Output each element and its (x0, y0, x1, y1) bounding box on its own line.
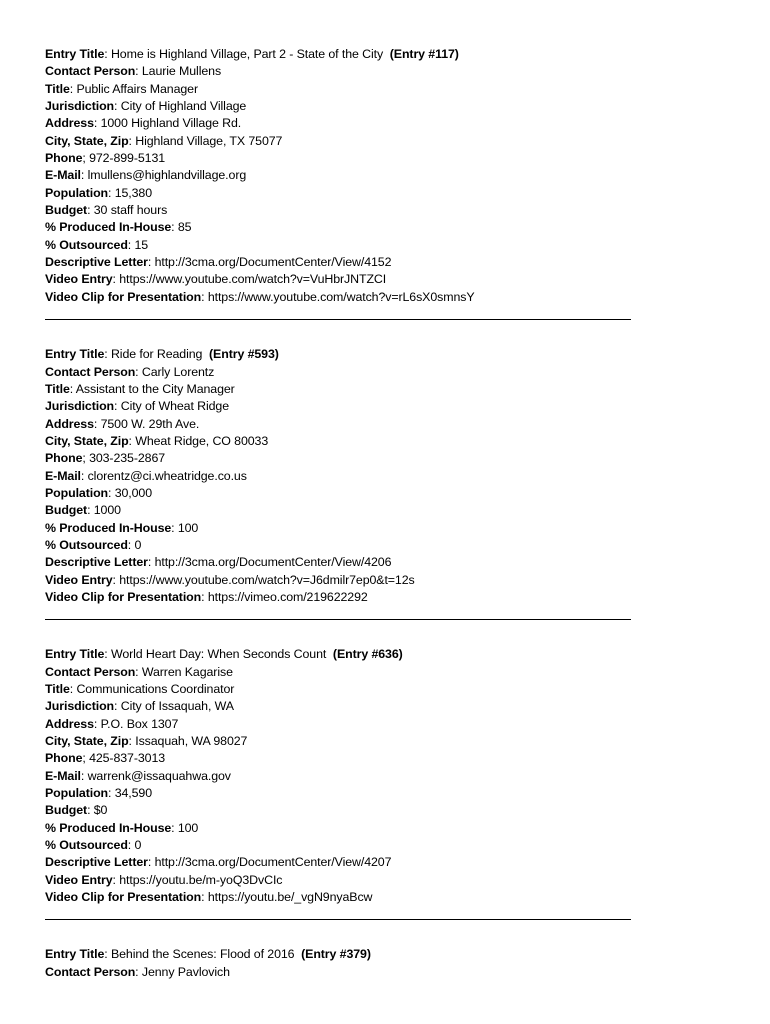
field-line (45, 433, 635, 450)
field-separator: : (128, 433, 136, 448)
field-line (45, 346, 635, 363)
field-line (45, 520, 635, 537)
field-line (45, 98, 635, 115)
entry-number-badge: (Entry #636) (332, 647, 403, 662)
field-separator: : (108, 485, 115, 500)
field-separator: : (114, 399, 121, 414)
field-label: % Produced In-House (45, 820, 172, 835)
field-label: Descriptive Letter (45, 855, 148, 870)
field-label: % Outsourced (45, 237, 128, 252)
field-separator: : (128, 133, 136, 148)
field-value: https://www.youtube.com/watch?v=rL6sX0smnsY (207, 289, 475, 304)
entry-number-badge: (Entry #379) (301, 947, 371, 962)
field-separator: : (201, 289, 208, 304)
field-value: City of Issaquah, WA (120, 699, 234, 714)
field-value: 34,590 (114, 786, 153, 801)
field-separator: : (135, 64, 142, 79)
field-separator: : (127, 537, 135, 552)
field-line (45, 450, 635, 467)
field-label: Population (45, 185, 109, 200)
field-value: 425-837-3013 (89, 751, 166, 766)
field-separator: : (171, 220, 178, 235)
field-line (45, 785, 635, 802)
field-separator: : (93, 116, 101, 131)
field-label: Video Clip for Presentation (45, 289, 202, 304)
field-label: Population (45, 786, 109, 801)
field-line (45, 271, 635, 288)
field-separator: : (135, 964, 142, 979)
field-separator: ; (82, 451, 90, 466)
field-value: Home is Highland Village, Part 2 - State of the City (110, 47, 384, 61)
field-line (45, 502, 635, 519)
field-value: 15 (134, 237, 149, 252)
field-line (45, 81, 635, 98)
field-separator: : (135, 664, 142, 679)
field-separator: : (201, 890, 208, 905)
field-separator: : (80, 768, 88, 783)
field-separator: : (87, 503, 94, 518)
section-divider (45, 919, 631, 920)
field-line (45, 133, 635, 150)
field-line (45, 416, 635, 433)
section-divider (45, 619, 631, 620)
field-separator: : (112, 872, 120, 887)
field-value: 972-899-5131 (89, 151, 166, 166)
field-value: https://www.youtube.com/watch?v=J6dmilr7ep0&t=12s (119, 572, 415, 587)
field-separator: : (135, 364, 142, 379)
field-label: Phone (45, 751, 83, 766)
field-value: 30 staff hours (93, 203, 168, 218)
field-line (45, 802, 635, 819)
field-label: Title (45, 682, 70, 696)
field-label: Contact Person (45, 964, 136, 979)
field-value: Issaquah, WA 98027 (135, 734, 248, 749)
section-divider (45, 319, 631, 320)
field-label: E-Mail (45, 168, 81, 183)
field-line (45, 185, 635, 202)
document-body (45, 46, 635, 981)
field-label: Video Clip for Presentation (45, 589, 202, 604)
field-separator: : (108, 185, 115, 200)
field-label: Budget (45, 203, 88, 218)
entry-section (45, 946, 635, 981)
field-label: Jurisdiction (45, 99, 115, 114)
field-value: 0 (134, 838, 142, 853)
field-label: Jurisdiction (45, 399, 115, 414)
field-separator: : (69, 682, 77, 696)
field-line (45, 572, 635, 589)
field-separator: : (171, 520, 178, 535)
field-separator: : (104, 947, 111, 962)
field-label: Title (45, 81, 70, 96)
field-line (45, 750, 635, 767)
field-label: Phone (45, 151, 83, 166)
field-value: Wheat Ridge, CO 80033 (135, 433, 269, 448)
field-separator: : (127, 838, 135, 853)
field-separator: : (112, 272, 120, 287)
field-label: Address (45, 116, 94, 131)
field-label: Contact Person (45, 364, 136, 379)
entry-number-badge: (Entry #117) (389, 47, 459, 61)
field-line (45, 63, 635, 80)
field-line (45, 698, 635, 715)
field-label: Video Entry (45, 272, 113, 287)
field-line (45, 889, 635, 906)
field-value: 15,380 (114, 185, 153, 200)
field-value: https://youtu.be/_vgN9nyaBcw (207, 890, 373, 905)
field-line (45, 398, 635, 415)
entry-section (45, 46, 635, 306)
field-line (45, 716, 635, 733)
field-separator: : (114, 99, 121, 114)
field-line (45, 646, 635, 663)
field-value: Laurie Mullens (141, 64, 222, 79)
field-line (45, 537, 635, 554)
field-separator: : (147, 255, 155, 270)
field-value: 85 (177, 220, 192, 235)
field-line (45, 115, 635, 132)
field-separator: : (80, 168, 88, 183)
field-separator: : (80, 468, 88, 483)
field-separator: : (147, 555, 155, 570)
field-value: Jenny Pavlovich (141, 964, 230, 979)
field-value: clorentz@ci.wheatridge.co.us (87, 468, 247, 483)
field-value: warrenk@issaquahwa.gov (87, 768, 231, 783)
field-label: Address (45, 416, 94, 431)
field-value: Highland Village, TX 75077 (135, 133, 283, 148)
field-line (45, 820, 635, 837)
field-line (45, 589, 635, 606)
field-value: 1000 Highland Village Rd. (100, 116, 242, 131)
field-label: Title (45, 381, 70, 396)
field-value: World Heart Day: When Seconds Count (110, 647, 327, 662)
field-separator: : (69, 381, 76, 396)
field-value: Communications Coordinator (76, 682, 235, 696)
field-value: P.O. Box 1307 (100, 716, 179, 731)
field-value: Behind the Scenes: Flood of 2016 (110, 947, 295, 962)
field-label: Address (45, 716, 94, 731)
field-line (45, 854, 635, 871)
field-label: Entry Title (45, 947, 105, 962)
field-line (45, 837, 635, 854)
field-label: Entry Title (45, 47, 105, 61)
field-label: Descriptive Letter (45, 555, 148, 570)
field-value: lmullens@highlandvillage.org (87, 168, 247, 183)
field-separator: : (112, 572, 120, 587)
field-value: Carly Lorentz (141, 364, 215, 379)
entry-section (45, 346, 635, 606)
field-line (45, 381, 635, 398)
field-separator: ; (82, 151, 90, 166)
field-label: City, State, Zip (45, 734, 129, 749)
field-line (45, 664, 635, 681)
entry-number-badge: (Entry #593) (209, 347, 279, 362)
field-label: E-Mail (45, 468, 81, 483)
field-separator: : (127, 237, 135, 252)
field-value: http://3cma.org/DocumentCenter/View/4152 (154, 255, 392, 270)
field-line (45, 946, 635, 963)
field-value: Ride for Reading (110, 347, 203, 362)
field-label: Video Entry (45, 872, 113, 887)
field-line (45, 964, 635, 981)
field-line (45, 681, 635, 698)
field-label: Population (45, 485, 109, 500)
field-line (45, 768, 635, 785)
field-line (45, 468, 635, 485)
field-value: 7500 W. 29th Ave. (100, 416, 200, 431)
field-label: Phone (45, 451, 83, 466)
field-label: Video Entry (45, 572, 113, 587)
field-label: Contact Person (45, 64, 136, 79)
field-separator: : (104, 647, 111, 662)
field-line (45, 872, 635, 889)
field-separator: : (93, 716, 101, 731)
field-value: City of Wheat Ridge (120, 399, 230, 414)
field-value: City of Highland Village (120, 99, 247, 114)
field-label: City, State, Zip (45, 133, 129, 148)
field-line (45, 289, 635, 306)
field-line (45, 554, 635, 571)
field-value: http://3cma.org/DocumentCenter/View/4207 (154, 855, 392, 870)
field-label: Budget (45, 803, 88, 818)
field-label: % Outsourced (45, 838, 128, 853)
field-separator: : (108, 786, 115, 801)
field-line (45, 237, 635, 254)
field-value: https://www.youtube.com/watch?v=VuHbrJNTZCI (119, 272, 387, 287)
field-label: Jurisdiction (45, 699, 115, 714)
field-line (45, 167, 635, 184)
field-value: $0 (93, 803, 108, 818)
field-value: https://youtu.be/m-yoQ3DvCIc (119, 872, 283, 887)
field-line (45, 219, 635, 236)
field-separator: : (147, 855, 155, 870)
field-value: 0 (134, 537, 142, 552)
field-separator: : (104, 347, 111, 362)
field-label: % Produced In-House (45, 220, 172, 235)
field-line (45, 150, 635, 167)
field-value: 303-235-2867 (89, 451, 166, 466)
field-line (45, 364, 635, 381)
field-label: Budget (45, 503, 88, 518)
field-separator: : (93, 416, 101, 431)
field-value: 30,000 (114, 485, 153, 500)
field-value: 100 (177, 520, 199, 535)
field-value: http://3cma.org/DocumentCenter/View/4206 (154, 555, 392, 570)
field-separator: : (114, 699, 121, 714)
field-label: Entry Title (45, 647, 105, 662)
field-separator: : (87, 803, 94, 818)
field-label: % Outsourced (45, 537, 128, 552)
field-separator: : (87, 203, 94, 218)
field-value: https://vimeo.com/219622292 (207, 589, 368, 604)
field-value: 100 (177, 820, 199, 835)
field-separator: : (128, 734, 136, 749)
field-line (45, 202, 635, 219)
field-line (45, 254, 635, 271)
field-label: % Produced In-House (45, 520, 172, 535)
field-separator: : (69, 81, 77, 96)
field-value: 1000 (93, 503, 121, 518)
field-label: Entry Title (45, 347, 105, 362)
field-separator: ; (82, 751, 90, 766)
field-label: City, State, Zip (45, 433, 129, 448)
field-label: E-Mail (45, 768, 81, 783)
field-line (45, 733, 635, 750)
field-label: Descriptive Letter (45, 255, 148, 270)
field-separator: : (201, 589, 208, 604)
field-line (45, 46, 635, 63)
field-label: Video Clip for Presentation (45, 890, 202, 905)
field-value: Public Affairs Manager (76, 81, 198, 96)
entry-section (45, 646, 635, 906)
field-separator: : (104, 47, 111, 61)
field-value: Warren Kagarise (141, 664, 233, 679)
field-separator: : (171, 820, 178, 835)
field-line (45, 485, 635, 502)
field-value: Assistant to the City Manager (75, 381, 235, 396)
field-label: Contact Person (45, 664, 136, 679)
